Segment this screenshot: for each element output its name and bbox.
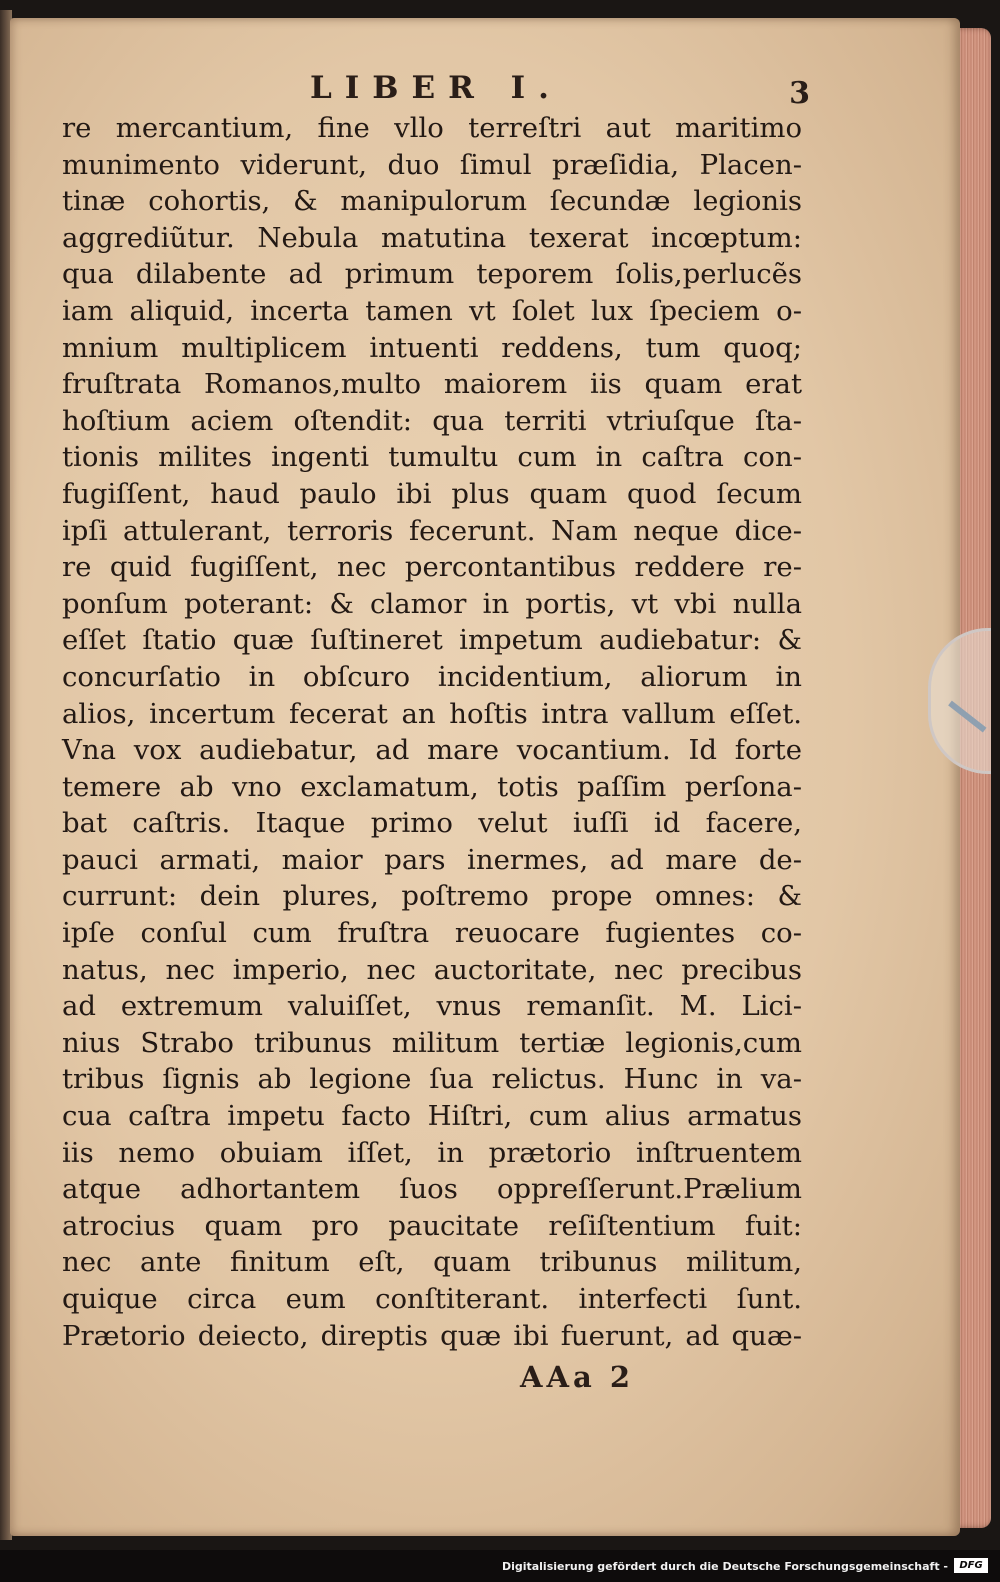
text-line: aggrediũtur. Nebula matutina texerat incœptum:	[62, 221, 802, 254]
text-line: iis nemo obuiam iſſet, in prætorio inſtruentem	[62, 1136, 802, 1169]
text-line: re quid fugiſſent, nec percontantibus reddere re-	[62, 551, 802, 584]
text-line: Vna vox audiebatur, ad mare vocantium. Id forte	[62, 734, 802, 767]
text-line: bat caſtris. Itaque primo velut iuſſi id facere,	[62, 807, 802, 840]
text-line: pauci armati, maior pars inermes, ad mare de-	[62, 843, 802, 876]
text-line: nius Strabo tribunus militum tertiæ legionis,cum	[62, 1026, 802, 1059]
text-line: tinæ cohortis, & manipulorum ſecundæ legionis	[62, 185, 802, 218]
text-line: nec ante finitum eſt, quam tribunus militum,	[62, 1246, 802, 1279]
text-line: concurſatio in obſcuro incidentium, aliorum in	[62, 660, 802, 693]
text-line: iam aliquid, incerta tamen vt ſolet lux ſpeciem o-	[62, 294, 802, 327]
text-line: alios, incertum fecerat an hoſtis intra vallum eſſet.	[62, 697, 802, 730]
text-line: atrocius quam pro paucitate reſiſtentium fuit:	[62, 1209, 802, 1242]
text-line: fugiſſent, haud paulo ibi plus quam quod ſecum	[62, 477, 802, 510]
text-line: temere ab vno exclamatum, totis paſſim perſona-	[62, 770, 802, 803]
signature-mark: AAa 2	[520, 1360, 635, 1394]
text-line: re mercantium, fine vllo terreſtri aut maritimo	[62, 112, 802, 144]
text-line: tribus ſignis ab legione ſua relictus. Hunc in va-	[62, 1063, 802, 1096]
text-line: ponſum poterant: & clamor in portis, vt vbi nulla	[62, 587, 802, 620]
text-line: munimento viderunt, duo ſimul præſidia, Placen-	[62, 148, 802, 181]
text-line: cua caſtra impetu facto Hiſtri, cum alius armatus	[62, 1100, 802, 1133]
text-line: quique circa eum conſtiterant. interfecti ſunt.	[62, 1283, 802, 1315]
text-line: hoſtium aciem oſtendit: qua territi vtriuſque ſta-	[62, 404, 802, 437]
page-number: 3	[789, 76, 810, 111]
text-line: ad extremum valuiſſet, vnus remanſit. M. Lici-	[62, 990, 802, 1023]
text-line: qua dilabente ad primum teporem ſolis,perlucẽs	[62, 258, 802, 291]
text-line: ipſe conſul cum fruſtra reuocare fugientes co-	[62, 917, 802, 950]
body-text	[62, 110, 802, 1354]
text-line: fruſtrata Romanos,multo maiorem iis quam erat	[62, 368, 802, 401]
funding-credit: Digitalisierung gefördert durch die Deutsche Forschungsgemeinschaft -	[501, 1560, 948, 1573]
text-line: natus, nec imperio, nec auctoritate, nec precibus	[62, 953, 802, 986]
text-line: Prætorio deiecto, direptis quæ ibi fuerunt, ad quæ-	[62, 1319, 802, 1352]
text-line: mnium multiplicem intuenti reddens, tum quoq;	[62, 331, 802, 364]
book-page-edges	[955, 28, 991, 1528]
page-header	[60, 70, 810, 111]
text-line: atque adhortantem ſuos oppreſſerunt.Prælium	[62, 1173, 802, 1206]
dfg-logo: DFG	[954, 1558, 988, 1573]
text-line: currunt: dein plures, poſtremo prope omnes: &	[62, 880, 802, 913]
text-line: ipſi attulerant, terroris fecerunt. Nam neque dice-	[62, 514, 802, 547]
text-line: tionis milites ingenti tumultu cum in caſtra con-	[62, 441, 802, 474]
running-head: LIBER I.	[310, 70, 562, 106]
text-line: eſſet ſtatio quæ ſuſtineret impetum audiebatur: &	[62, 624, 802, 657]
